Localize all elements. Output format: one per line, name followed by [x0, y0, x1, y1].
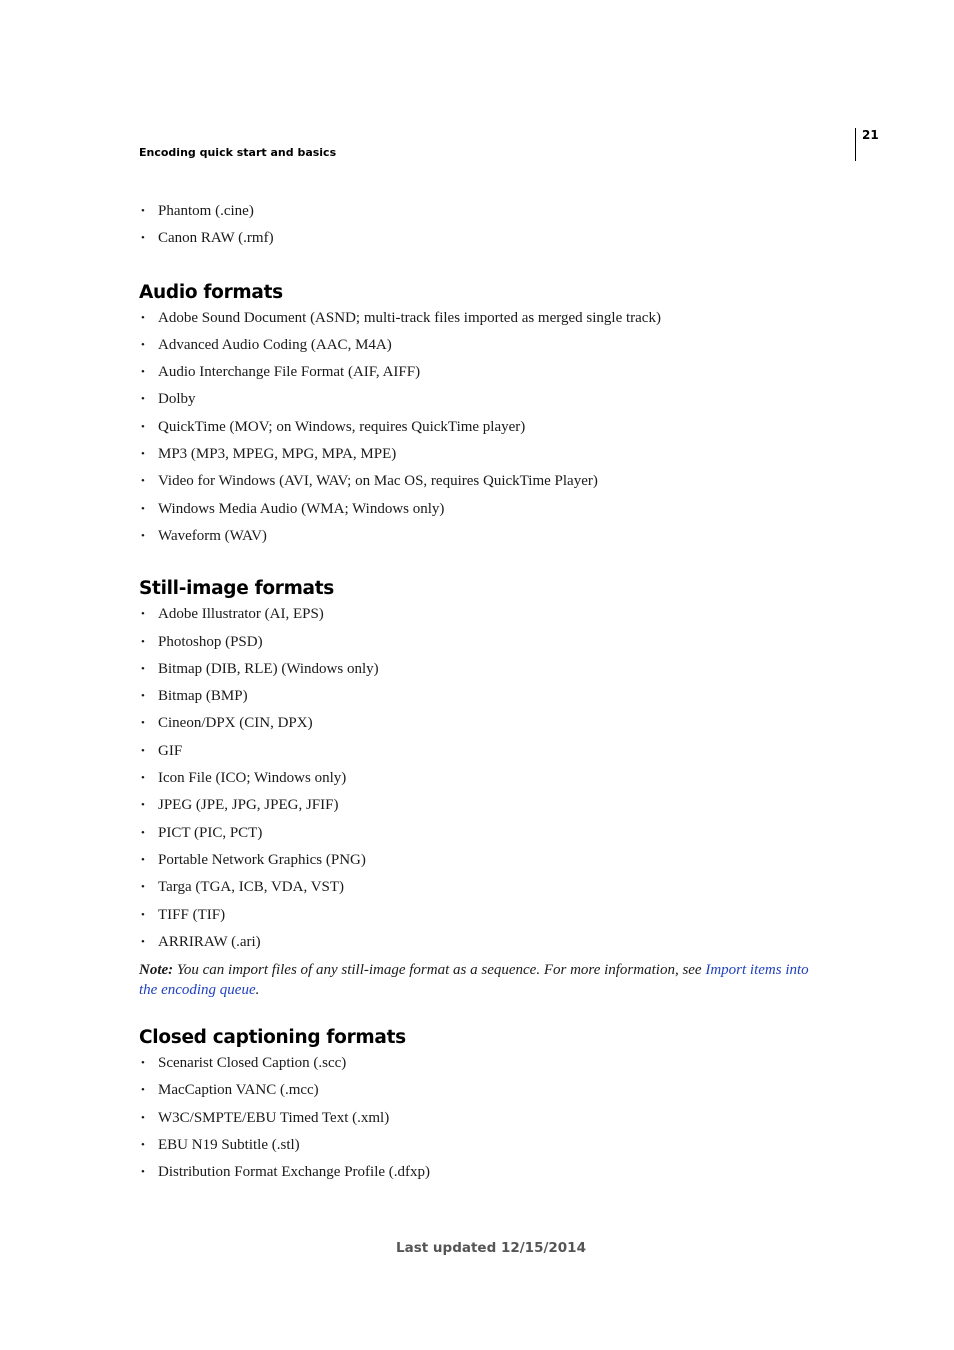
list-item: • Adobe Illustrator (AI, EPS) [139, 601, 829, 628]
list-item: • Cineon/DPX (CIN, DPX) [139, 710, 829, 737]
video-formats-list-continued [139, 198, 829, 253]
closed-captioning-formats-heading: Closed captioning formats [139, 1027, 406, 1049]
list-item: • Phantom (.cine) [139, 198, 829, 225]
list-item: • GIF [139, 738, 829, 765]
running-header: Encoding quick start and basics [139, 146, 337, 159]
audio-formats-heading: Audio formats [139, 281, 283, 303]
list-item: • Photoshop (PSD) [139, 629, 829, 656]
closed-captioning-formats-list [139, 1050, 829, 1186]
page-number-rule [855, 128, 856, 161]
list-item: • Dolby [139, 386, 829, 413]
list-item: • MacCaption VANC (.mcc) [139, 1077, 829, 1104]
list-item: • Adobe Sound Document (ASND; multi-track files imported as merged single track) [139, 305, 829, 332]
list-item: • Windows Media Audio (WMA; Windows only) [139, 496, 829, 523]
list-item: • Advanced Audio Coding (AAC, M4A) [139, 332, 829, 359]
note-label: Note: [139, 962, 174, 979]
still-image-formats-list [139, 601, 829, 956]
audio-formats-list [139, 305, 829, 551]
list-item: • Distribution Format Exchange Profile (.dfxp) [139, 1159, 829, 1186]
list-item: • ARRIRAW (.ari) [139, 929, 829, 956]
list-item: • Video for Windows (AVI, WAV; on Mac OS, requires QuickTime Player) [139, 468, 829, 495]
list-item: • JPEG (JPE, JPG, JPEG, JFIF) [139, 792, 829, 819]
import-items-link[interactable]: Import items into the encoding queue [139, 962, 809, 999]
list-item: • Canon RAW (.rmf) [139, 225, 829, 252]
list-item: • PICT (PIC, PCT) [139, 820, 829, 847]
list-item: • MP3 (MP3, MPEG, MPG, MPA, MPE) [139, 441, 829, 468]
list-item: • Icon File (ICO; Windows only) [139, 765, 829, 792]
note-end: . [255, 982, 260, 999]
list-item: • Bitmap (DIB, RLE) (Windows only) [139, 656, 829, 683]
last-updated: Last updated 12/15/2014 [396, 1240, 586, 1256]
list-item: • Waveform (WAV) [139, 523, 829, 550]
page-content [139, 198, 829, 1187]
still-image-formats-heading: Still-image formats [139, 578, 334, 600]
list-item: • TIFF (TIF) [139, 902, 829, 929]
list-item: • QuickTime (MOV; on Windows, requires QuickTime player) [139, 414, 829, 441]
list-item: • Audio Interchange File Format (AIF, AIFF) [139, 359, 829, 386]
list-item: • Portable Network Graphics (PNG) [139, 847, 829, 874]
list-item: • Targa (TGA, ICB, VDA, VST) [139, 874, 829, 901]
list-item: • Bitmap (BMP) [139, 683, 829, 710]
still-image-note [139, 960, 819, 1000]
list-item: • W3C/SMPTE/EBU Timed Text (.xml) [139, 1105, 829, 1132]
page-footer [0, 1240, 954, 1256]
list-item: • Scenarist Closed Caption (.scc) [139, 1050, 829, 1077]
note-text: You can import files of any still-image format as a sequence. For more information, see [173, 962, 706, 979]
list-item: • EBU N19 Subtitle (.stl) [139, 1132, 829, 1159]
page-number: 21 [862, 128, 879, 142]
